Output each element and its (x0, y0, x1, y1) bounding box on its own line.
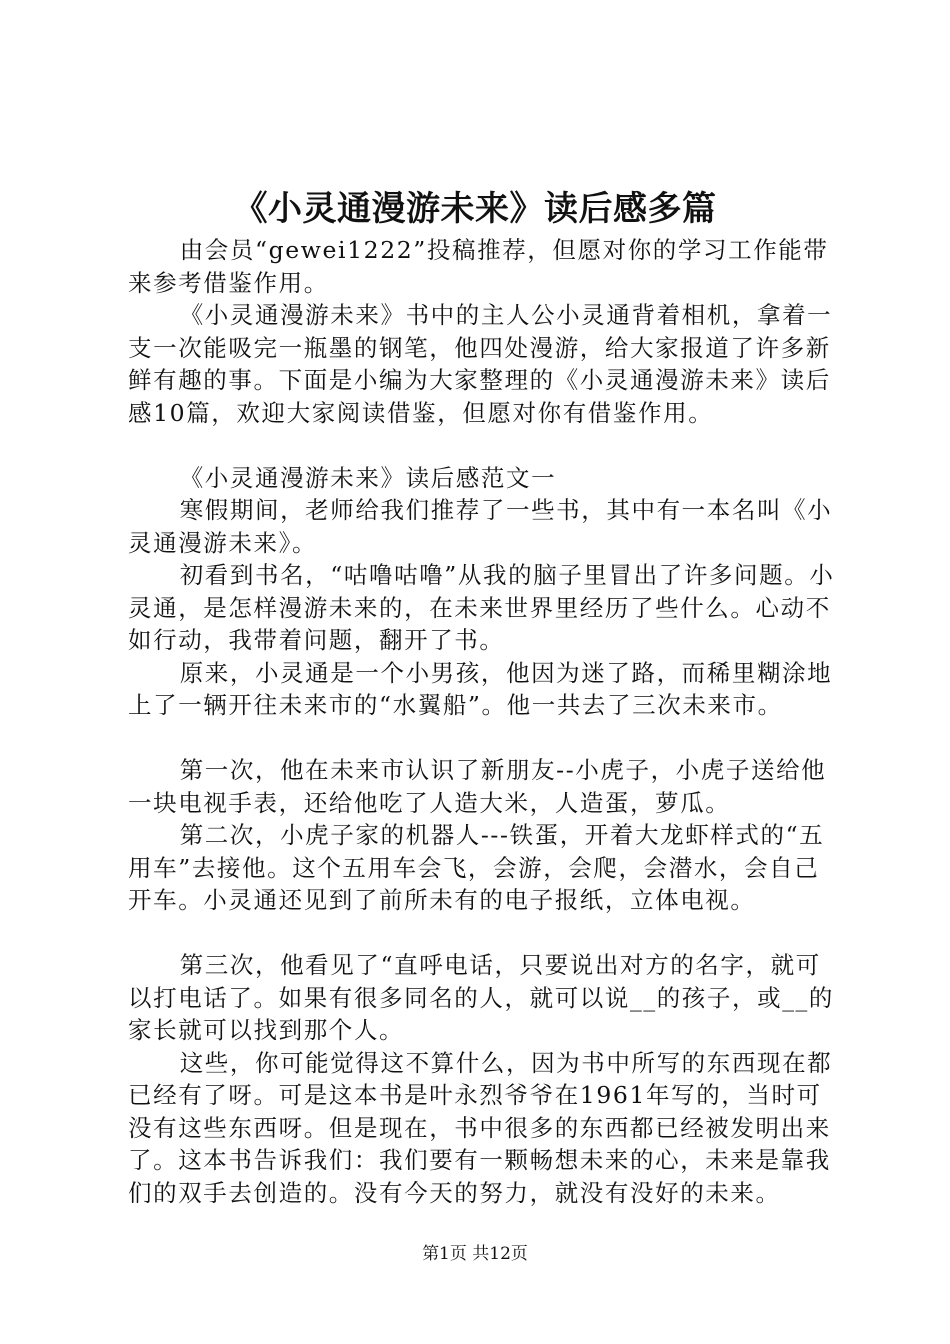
intro-paragraph-1: 由会员“gewei1222”投稿推荐，但愿对你的学习工作能带来参考借鉴作用。 (128, 236, 829, 297)
body-paragraph-5: 第二次，小虎子家的机器人---铁蛋，开着大龙虾样式的“五用车”去接他。这个五用车会飞，会游，会爬，会潜水，会自己开车。小灵通还见到了前所未有的电子报纸，立体电视。 (128, 821, 825, 914)
intro-paragraph-2: 《小灵通漫游未来》书中的主人公小灵通背着相机，拿着一支一次能吸完一瓶墨的钢笔，他四处漫游，给大家报道了许多新鲜有趣的事。下面是小编为大家整理的《小灵通漫游未来》读后感10篇，欢迎大家阅读借鉴，但愿对你有借鉴作用。 (128, 301, 833, 427)
body-paragraph-2: 初看到书名，“咕噜咕噜”从我的脑子里冒出了许多问题。小灵通，是怎样漫游未来的，在未来世界里经历了些什么。心动不如行动，我带着问题，翻开了书。 (128, 561, 835, 654)
document-title: 《小灵通漫游未来》读后感多篇 (233, 189, 717, 229)
section-heading: 《小灵通漫游未来》读后感范文一 (179, 463, 557, 492)
paragraph-gap (128, 722, 838, 755)
document-body (128, 234, 838, 1209)
paragraph-gap (128, 429, 838, 462)
body-paragraph-4: 第一次，他在未来市认识了新朋友--小虎子，小虎子送给他一块电视手表，还给他吃了人造大米，人造蛋，萝瓜。 (128, 756, 827, 817)
body-paragraph-1: 寒假期间，老师给我们推荐了一些书，其中有一本名叫《小灵通漫游未来》。 (128, 496, 833, 557)
paragraph-gap (128, 917, 838, 950)
body-paragraph-3: 原来，小灵通是一个小男孩，他因为迷了路，而稀里糊涂地上了一辆开往未来市的“水翼船”。他一共去了三次未来市。 (128, 658, 833, 719)
body-paragraph-7: 这些，你可能觉得这不算什么，因为书中所写的东西现在都已经有了呀。可是这本书是叶永烈爷爷在1961年写的，当时可没有这些东西呀。但是现在，书中很多的东西都已经被发明出来了。这本书告诉我们：我们要有一颗畅想未来的心，未来是靠我们的双手去创造的。没有今天的努力，就没有没好的未来。 (128, 1048, 833, 1207)
body-paragraph-6: 第三次，他看见了“直呼电话，只要说出对方的名字，就可以打电话了。如果有很多同名的人，就可以说__的孩子，或__的家长就可以找到那个人。 (128, 951, 834, 1044)
page-footer: 第1页 共12页 (422, 1244, 528, 1264)
